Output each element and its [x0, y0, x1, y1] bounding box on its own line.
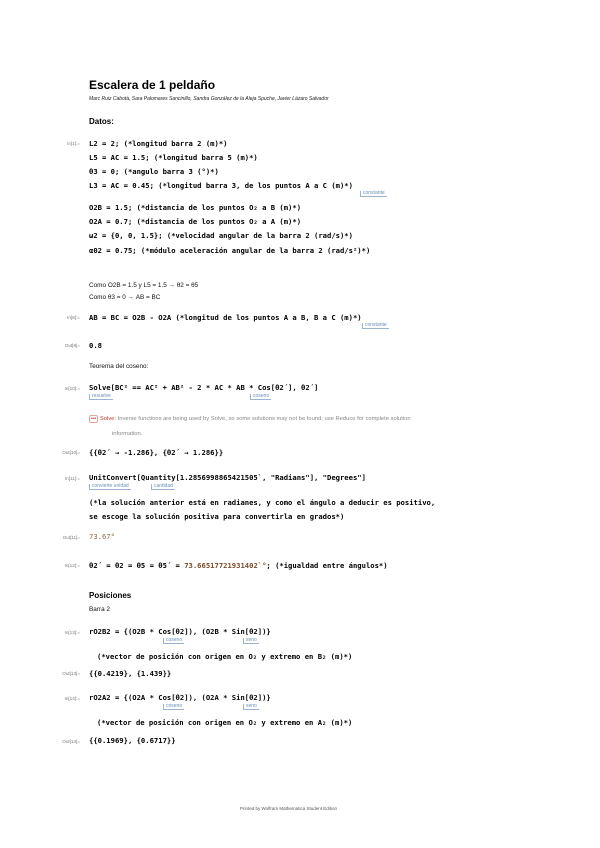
hint-coseno-in14: coseno [163, 704, 184, 710]
solve-message-cont: information. [112, 431, 143, 437]
code-line-l2[interactable]: L2 = 2; (*longitud barra 2 (m)*) [89, 139, 228, 148]
code-line-theta3[interactable]: θ3 = 0; (*angulo barra 3 (°)*) [89, 167, 219, 176]
code-line-l3[interactable]: L3 = AC = 0.45; (*longitud barra 3, de los puntos A a C (m)*) [89, 181, 353, 190]
code-in12[interactable] [89, 561, 388, 570]
cell-label-in1: In[1]:= [67, 141, 80, 146]
cell-label-out14: Out[14]= [62, 739, 80, 744]
cell-label-out8: Out[8]= [64, 343, 80, 348]
code-in10[interactable]: Solve[BC² == AC² + AB² - 2 * AC * AB * Cos[θ2´], θ2´] [89, 383, 319, 392]
output-out8: 0.8 [89, 341, 102, 350]
hint-coseno-in10: coseno [250, 394, 271, 400]
code-line-l5[interactable]: L5 = AC = 1.5; (*longitud barra 5 (m)*) [89, 153, 258, 162]
cell-label-in10: In[10]:= [64, 386, 80, 391]
hint-cantidad: cantidad [151, 484, 175, 490]
cell-label-out11: Out[11]= [62, 535, 80, 540]
message-dots-icon[interactable]: ••• [91, 416, 97, 422]
output-out11: 73.67° [89, 532, 115, 541]
cell-label-in14: In[14]:= [64, 696, 80, 701]
authors-line: Marc Ruiz Cabotà, Sara Palomares Sancinillo, Sandra González de la Aleja Spuche, Javier Lázaro Salvador [89, 96, 329, 102]
code-in11-comment-2[interactable]: se escoge la solución positiva para convertirla en grados*) [89, 512, 345, 521]
code-in13-comment[interactable]: (*vector de posición con origen en O₂ y extremo en B₂ (m)*) [97, 652, 353, 661]
hint-seno-in14: seno [243, 704, 259, 710]
hint-constante: constante [360, 191, 387, 197]
code-in12-value: 73.66517721931402`° [184, 561, 267, 570]
output-out14: {{0.1969}, {0.6717}} [89, 736, 176, 745]
code-in14-comment[interactable]: (*vector de posición con origen en O₂ y extremo en A₂ (m)*) [97, 718, 353, 727]
code-in14[interactable]: rO2A2 = {(O2A * Cos[θ2]), (O2A * Sin[θ2])} [89, 693, 271, 702]
code-line-o2a[interactable]: O2A = 0.7; (*distancia de los puntos O₂ a A (m)*) [89, 217, 302, 226]
code-line-omega2[interactable]: ω2 = {0, 0, 1.5}; (*velocidad angular de la barra 2 (rad/s)*) [89, 231, 353, 240]
cell-label-in13: In[13]:= [64, 630, 80, 635]
section-posiciones: Posiciones [89, 591, 132, 600]
footer-printed-by: Printed by Wolfram Mathematica Student Edition [240, 806, 337, 811]
code-in11[interactable]: UnitConvert[Quantity[1.2856998865421505`, "Radians"], "Degrees"] [89, 473, 366, 482]
document-title: Escalera de 1 peldaño [89, 78, 216, 92]
output-out10: {{θ2´ → -1.286}, {θ2´ → 1.286}} [89, 448, 224, 457]
cell-label-in12: In[12]:= [64, 563, 80, 568]
hint-coseno-in13: coseno [163, 638, 184, 644]
hint-constante-2: constante [362, 323, 389, 329]
hint-seno-in13: seno [243, 638, 259, 644]
text-teorema: Teorema del coseno: [89, 363, 149, 370]
code-in12-lhs: θ2´ = θ2 = θ5 = θ5´ = [89, 561, 185, 570]
code-line-alpha02[interactable]: α02 = 0.75; (*módulo aceleración angular de la barra 2 (rad/s²)*) [89, 246, 371, 255]
subsection-barra2: Barra 2 [89, 606, 110, 613]
hint-conviertir: convierte unidad [89, 484, 131, 490]
code-in11-comment-1[interactable]: (*la solución anterior está en radianes, y como el ángulo a deducir es positivo, [89, 498, 436, 507]
cell-label-in11: In[11]:= [64, 476, 80, 481]
code-in12-comment: ; (*igualdad entre ángulos*) [266, 561, 388, 570]
hint-resuelve: resuelve [89, 394, 113, 400]
text-como-1: Como O2B = 1.5 y L5 = 1.5 → θ2 = θ5 [89, 282, 199, 289]
text-como-2: Como θ3 = 0 → AB = BC [89, 294, 161, 301]
cell-label-out13: Out[13]= [62, 671, 80, 676]
message-source: Solve: [99, 416, 117, 422]
section-datos: Datos: [89, 117, 114, 126]
solve-message [89, 416, 411, 422]
cell-label-out10: Out[10]= [62, 450, 80, 455]
output-out13: {{0.4219}, {1.439}} [89, 669, 172, 678]
code-in8[interactable]: AB = BC = O2B - O2A (*longitud de los puntos A a B, B a C (m)*) [89, 313, 362, 322]
cell-label-in8: In[8]:= [67, 315, 80, 320]
code-in13[interactable]: rO2B2 = {(O2B * Cos[θ2]), (O2B * Sin[θ2])} [89, 627, 271, 636]
message-body: Inverse functions are being used by Solve, so some solutions may not be found; use Reduce for complete solution [117, 416, 411, 422]
code-line-o2b[interactable]: O2B = 1.5; (*distancia de los puntos O₂ a B (m)*) [89, 203, 302, 212]
